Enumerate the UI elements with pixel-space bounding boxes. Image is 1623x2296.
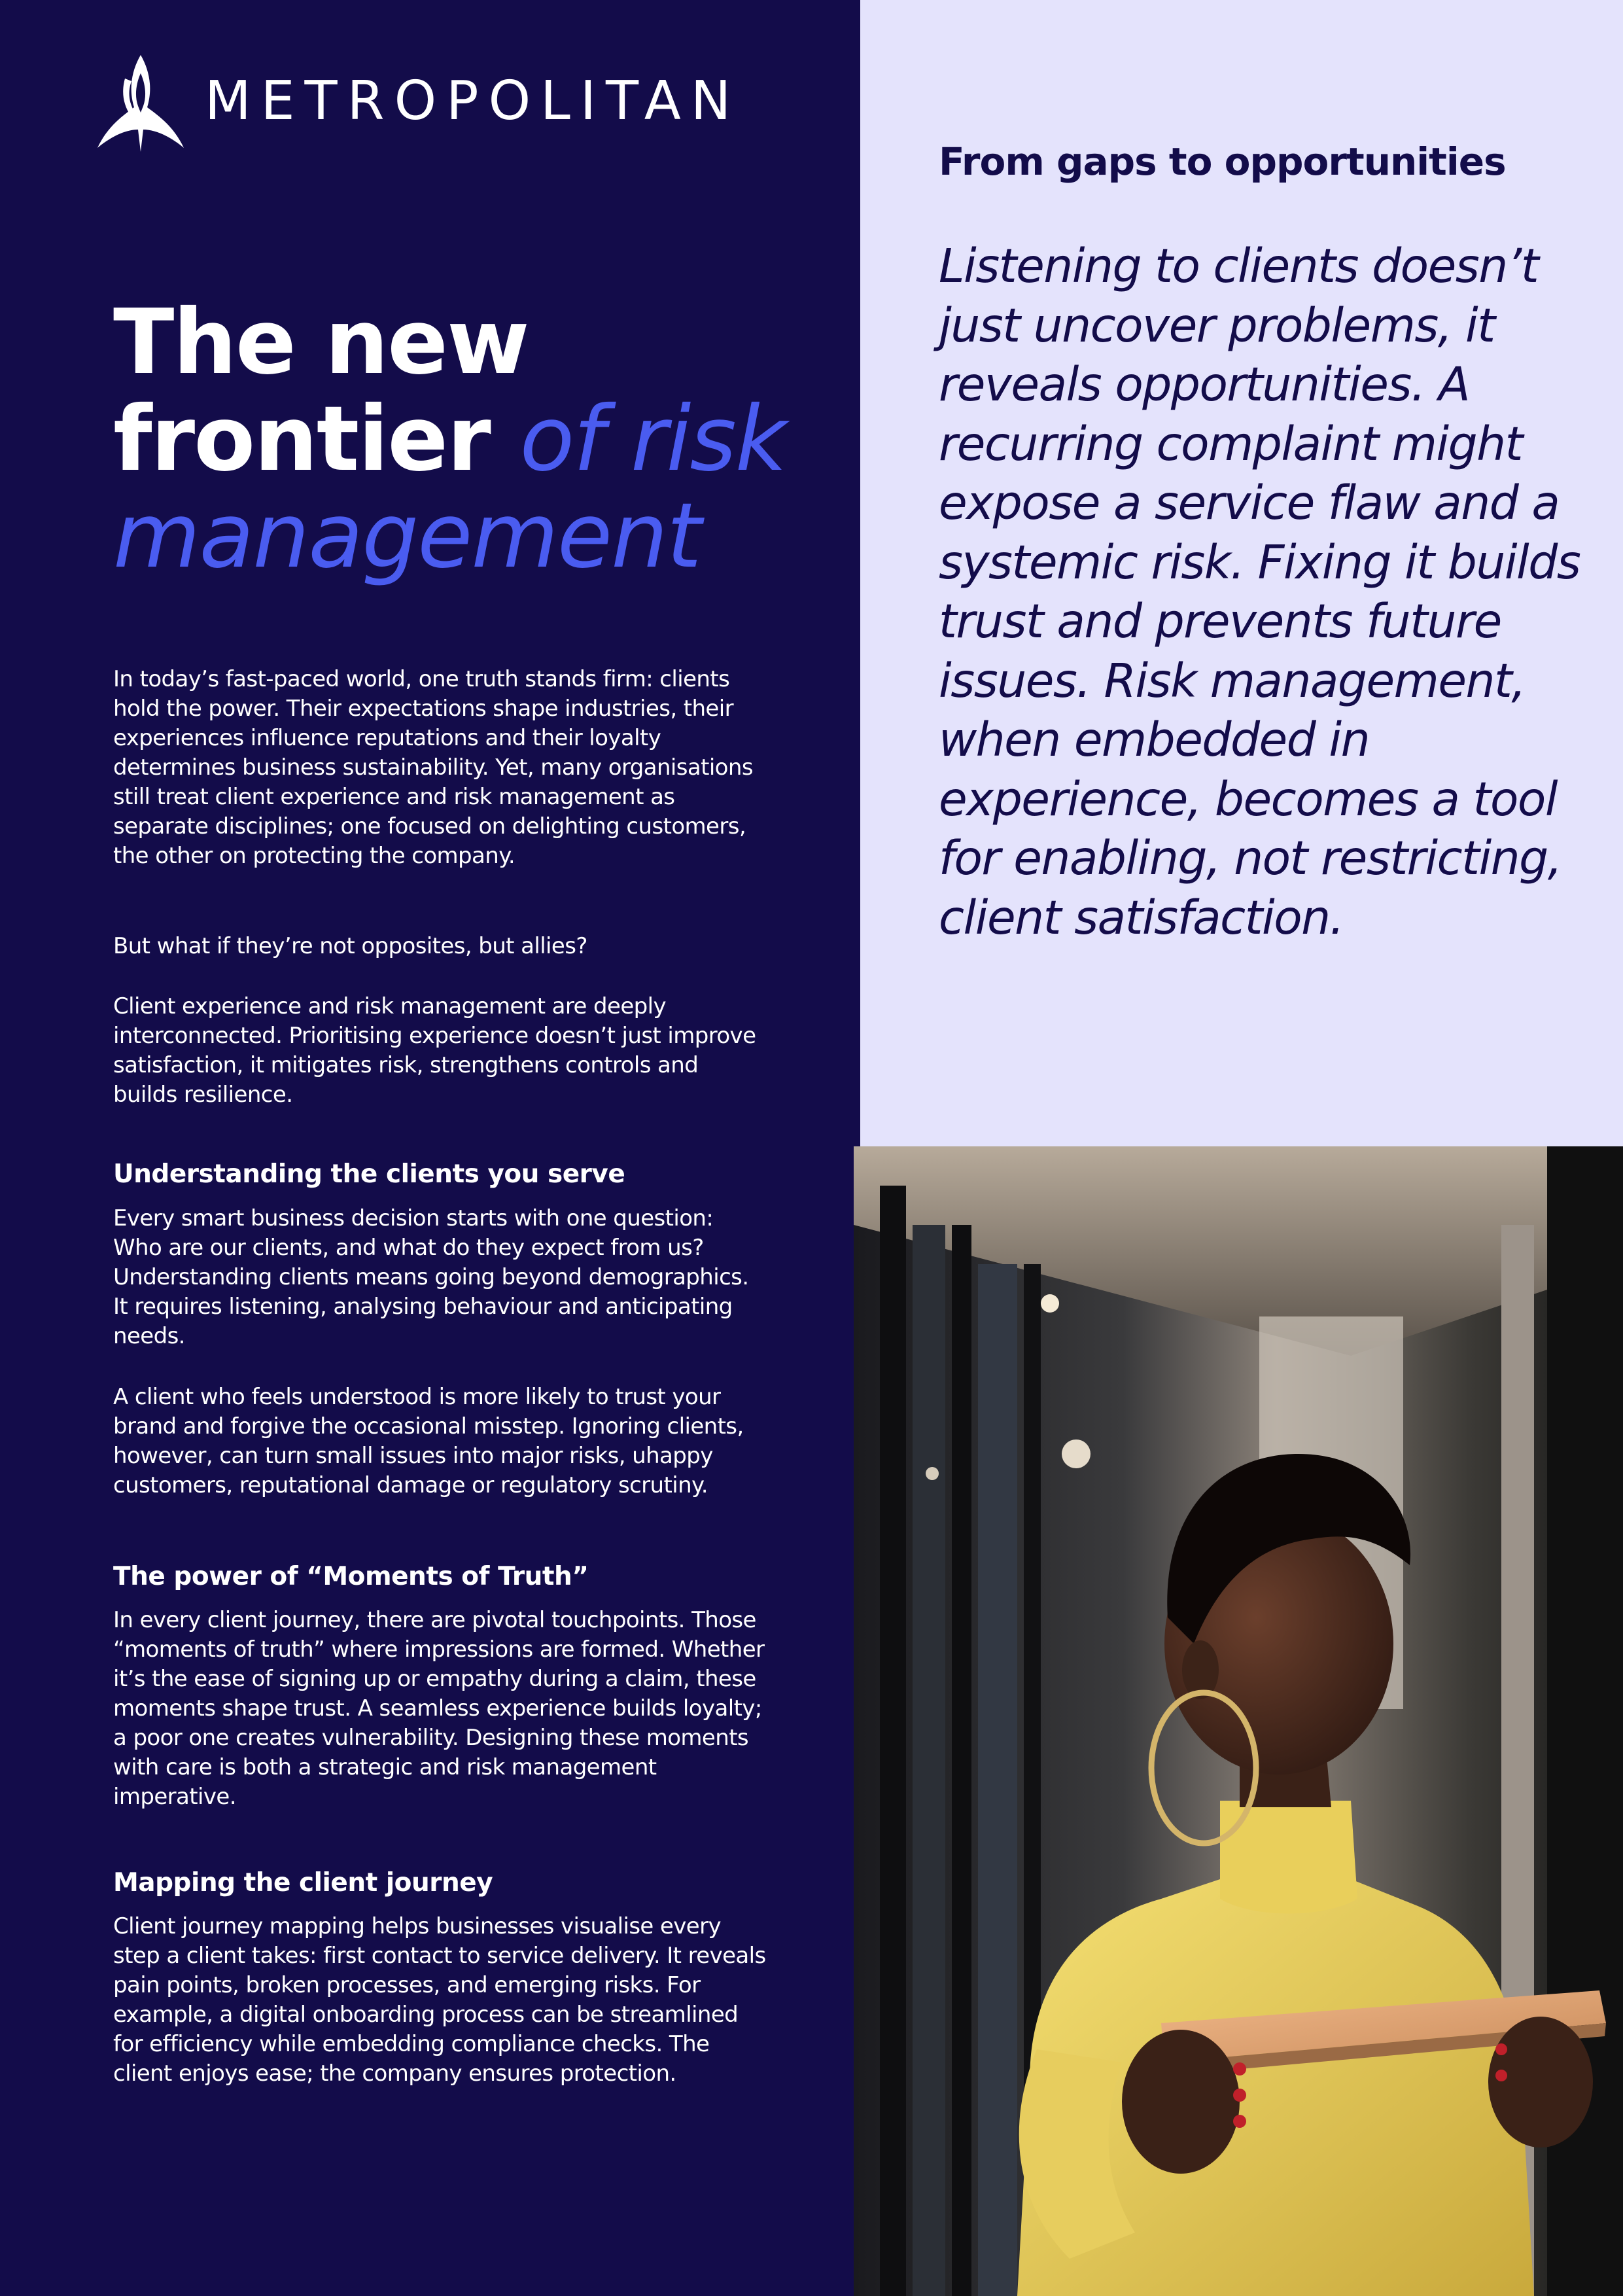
intro-paragraph-2: But what if they’re not opposites, but allies? [113, 933, 587, 959]
brand-wordmark: METROPOLITAN [205, 70, 741, 132]
section-clients-paragraph-2: A client who feels understood is more likely to trust your brand and forgive the occasional misstep. Ignoring clients, however, can turn small issues into major risks, uhappy customers, reputational damage or regulatory scrutiny. [113, 1384, 744, 1498]
intro-paragraph-3: Client experience and risk management are deeply interconnected. Prioritising experience doesn’t just improve satisfaction, it mitigates risk, strengthens controls and builds resilience. [113, 993, 756, 1108]
section-heading-journey: Mapping the client journey [113, 1868, 493, 1898]
hero-photo [854, 1146, 1623, 2296]
section-heading-clients: Understanding the clients you serve [113, 1159, 625, 1189]
title-line-3-accent: management [113, 484, 701, 588]
title-line-1: The new [113, 291, 529, 395]
section-moments-paragraph: In every client journey, there are pivotal touchpoints. Those “moments of truth” where impressions are formed. Whether it’s the ease of signing up or empathy during a claim, these moments shape trust. A seamless experience builds loyalty; a poor one creates vulnerability. Designing these moments with care is both a strategic and risk management imperative. [113, 1607, 765, 1810]
metropolitan-mark-icon [95, 52, 186, 152]
section-journey-paragraph: Client journey mapping helps businesses visualise every step a client takes: first contact to service delivery. It reveals pain points, broken processes, and emerging risks. For example, a digital onboarding process can be streamlined for efficiency while embedding compliance checks. The client enjoys ease; the company ensures protection. [113, 1913, 766, 2087]
woman-with-tablet-illustration [854, 1146, 1623, 2296]
page-title [113, 291, 833, 588]
pullout-quote: Listening to clients doesn’t just uncover problems, it reveals opportunities. A recurring complaint might expose a service flaw and a systemic risk. Fixing it builds trust and prevents future issues. Risk management, when embedded in experience, becomes a tool for enabling, not restricting, client satisfaction. [939, 239, 1580, 945]
intro-paragraph-1: In today’s fast-paced world, one truth stands firm: clients hold the power. Their expectations shape industries, their experiences influence reputations and their loyalty determines business sustainability. Yet, many organisations still treat client experience and risk management as separate disciplines; one focused on delighting customers, the other on protecting the company. [113, 666, 753, 869]
title-line-2-main: frontier [113, 387, 490, 491]
pullout-heading: From gaps to opportunities [939, 139, 1506, 184]
section-heading-moments: The power of “Moments of Truth” [113, 1562, 589, 1591]
section-clients-paragraph-1: Every smart business decision starts with one question: Who are our clients, and what do they expect from us? Understanding clients means going beyond demographics. It requires listening, analysing behaviour and anticipating needs. [113, 1205, 749, 1349]
title-line-2-accent: of risk [519, 387, 786, 491]
